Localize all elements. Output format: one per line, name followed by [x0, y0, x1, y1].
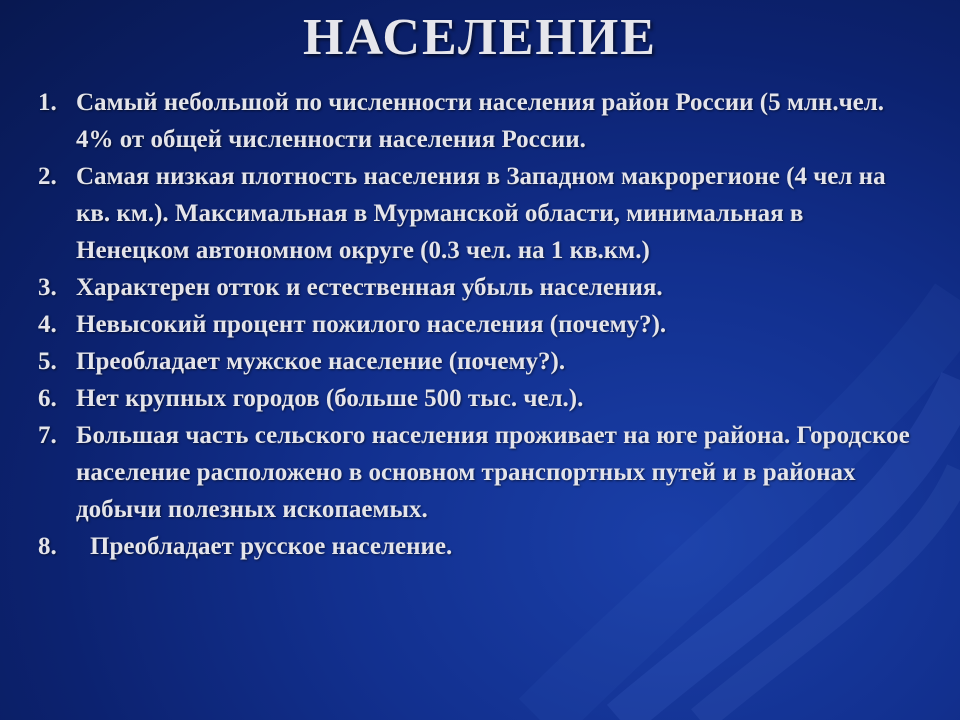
list-item-number: 1. — [38, 89, 57, 116]
list-item-number: 5. — [38, 348, 57, 375]
list-item-number: 6. — [38, 385, 57, 412]
list-item-number: 2. — [38, 163, 57, 190]
list-item-text: Характерен отток и естественная убыль населения. — [76, 274, 663, 301]
list-item-text: Самая низкая плотность населения в Западном макрорегионе (4 чел на кв. км.). Максимальная в Мурманской области, минимальная в Ненецком автономном округе (0.3 чел. на 1 кв.км.) — [76, 163, 886, 264]
list-item-text: Самый небольшой по численности населения район России (5 млн.чел. 4% от общей численности населения России. — [76, 89, 885, 153]
list-item — [38, 84, 918, 158]
list-item-text: Большая часть сельского населения проживает на юге района. Городское население расположено в основном транспортных путей и в районах добычи полезных ископаемых. — [76, 422, 910, 523]
list-item-number: 8. — [38, 533, 57, 560]
population-facts-list — [38, 84, 918, 565]
list-item-text: Нет крупных городов (больше 500 тыс. чел.). — [76, 385, 584, 412]
page-title: НАСЕЛЕНИЕ — [303, 9, 657, 66]
list-item-text: Преобладает русское население. — [90, 533, 453, 560]
list-item-number: 4. — [38, 311, 57, 338]
list-item — [38, 306, 918, 343]
list-item — [38, 269, 918, 306]
list-item — [38, 158, 918, 269]
list-item — [38, 343, 918, 380]
list-item — [38, 380, 918, 417]
list-item-number: 3. — [38, 274, 57, 301]
list-item-text: Преобладает мужское население (почему?). — [76, 348, 566, 375]
list-item — [38, 417, 918, 528]
list-item-text: Невысокий процент пожилого населения (почему?). — [76, 311, 667, 338]
list-item — [38, 528, 918, 565]
list-item-number: 7. — [38, 422, 57, 449]
